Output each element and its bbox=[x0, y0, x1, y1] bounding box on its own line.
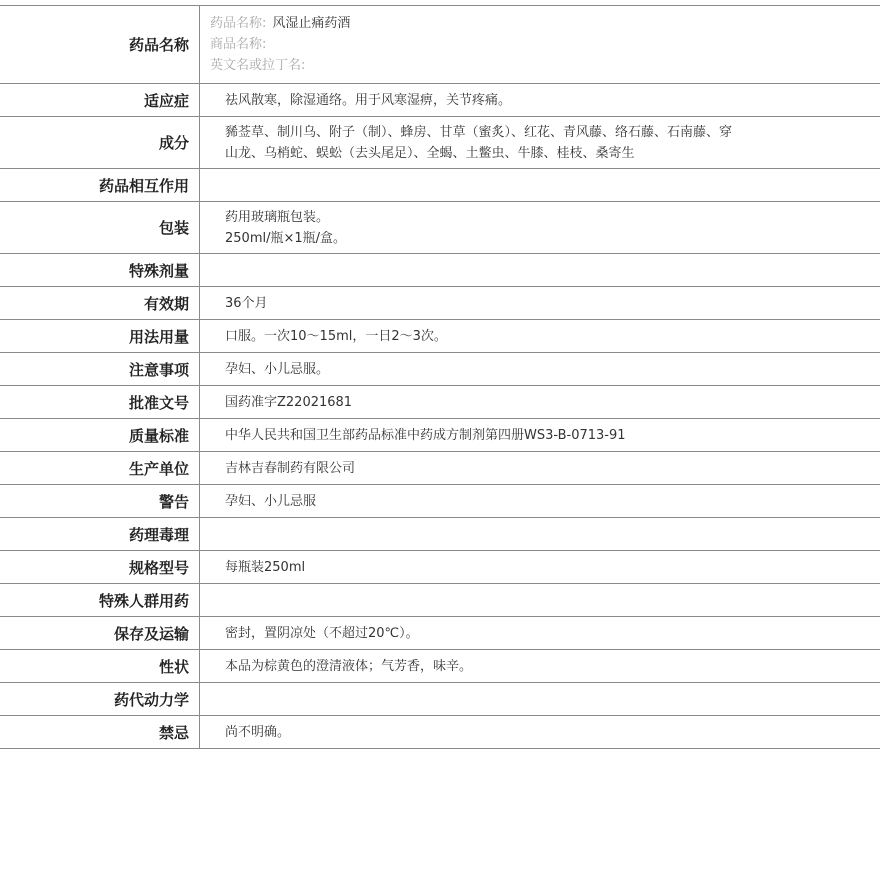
row-approval bbox=[0, 386, 880, 419]
row-label: 特殊人群用药 bbox=[0, 584, 200, 616]
row-pharmacokinetics bbox=[0, 683, 880, 716]
row-value bbox=[200, 254, 880, 286]
row-interactions bbox=[0, 169, 880, 202]
row-label: 药代动力学 bbox=[0, 683, 200, 715]
row-character bbox=[0, 650, 880, 683]
row-contraindications bbox=[0, 716, 880, 749]
row-value: 36个月 bbox=[225, 295, 268, 311]
latin-name-line bbox=[210, 55, 800, 76]
row-indications bbox=[0, 84, 880, 117]
row-packaging bbox=[0, 202, 880, 254]
row-warning bbox=[0, 485, 880, 518]
row-label: 特殊剂量 bbox=[0, 254, 200, 286]
row-value: 中华人民共和国卫生部药品标准中药成方制剂第四册WS3-B-0713-91 bbox=[225, 427, 626, 443]
row-ingredients bbox=[0, 117, 880, 169]
row-value: 吉林吉春制药有限公司 bbox=[225, 460, 356, 476]
row-value bbox=[200, 117, 880, 168]
row-label: 成分 bbox=[0, 117, 200, 168]
row-label: 质量标准 bbox=[0, 419, 200, 451]
row-value: 密封，置阴凉处（不超过20℃）。 bbox=[225, 625, 419, 641]
row-label: 注意事项 bbox=[0, 353, 200, 385]
row-label: 药品名称 bbox=[0, 6, 200, 83]
drug-name-value: 风湿止痛药酒 bbox=[272, 16, 351, 31]
row-standard bbox=[0, 419, 880, 452]
row-label: 适应症 bbox=[0, 84, 200, 116]
row-value: 孕妇、小儿忌服。 bbox=[225, 361, 330, 377]
row-label: 生产单位 bbox=[0, 452, 200, 484]
row-label: 药品相互作用 bbox=[0, 169, 200, 201]
row-value: 孕妇、小儿忌服 bbox=[225, 493, 317, 509]
trade-name-key: 商品名称: bbox=[210, 37, 267, 52]
row-usage bbox=[0, 320, 880, 353]
row-label: 有效期 bbox=[0, 287, 200, 319]
row-special-groups bbox=[0, 584, 880, 617]
row-value bbox=[200, 169, 880, 201]
row-value bbox=[200, 683, 880, 715]
row-value: 国药准字Z22021681 bbox=[225, 394, 353, 410]
ingredients-line-1: 豨莶草、制川乌、附子（制）、蜂房、甘草（蜜炙）、红花、青风藤、络石藤、石南藤、穿 bbox=[225, 124, 733, 140]
row-value: 本品为棕黄色的澄清液体；气芳香，味辛。 bbox=[225, 658, 473, 674]
row-value: 每瓶装250ml bbox=[225, 559, 306, 575]
row-shelf-life bbox=[0, 287, 880, 320]
row-value bbox=[200, 584, 880, 616]
row-pharmacology bbox=[0, 518, 880, 551]
row-value: 口服。一次10～15ml，一日2～3次。 bbox=[225, 328, 447, 344]
row-label: 包装 bbox=[0, 202, 200, 253]
packaging-line-2: 250ml/瓶×1瓶/盒。 bbox=[225, 230, 347, 246]
ingredients-line-2: 山龙、乌梢蛇、蜈蚣（去头尾足）、全蝎、土鳖虫、牛膝、桂枝、桑寄生 bbox=[225, 145, 635, 161]
row-value: 祛风散寒，除湿通络。用于风寒湿痹，关节疼痛。 bbox=[225, 92, 512, 108]
row-value bbox=[200, 202, 880, 253]
row-label: 警告 bbox=[0, 485, 200, 517]
packaging-line-1: 药用玻璃瓶包装。 bbox=[225, 209, 330, 225]
row-label: 用法用量 bbox=[0, 320, 200, 352]
row-value bbox=[200, 518, 880, 550]
drug-info-table bbox=[0, 5, 880, 749]
row-label: 药理毒理 bbox=[0, 518, 200, 550]
drug-name-line bbox=[210, 13, 800, 34]
trade-name-line bbox=[210, 34, 800, 55]
row-label: 性状 bbox=[0, 650, 200, 682]
row-manufacturer bbox=[0, 452, 880, 485]
row-specification bbox=[0, 551, 880, 584]
row-label: 批准文号 bbox=[0, 386, 200, 418]
row-value bbox=[200, 6, 880, 83]
row-label: 规格型号 bbox=[0, 551, 200, 583]
row-label: 禁忌 bbox=[0, 716, 200, 748]
row-label: 保存及运输 bbox=[0, 617, 200, 649]
row-value: 尚不明确。 bbox=[225, 724, 291, 740]
latin-name-key: 英文名或拉丁名: bbox=[210, 58, 306, 73]
row-storage bbox=[0, 617, 880, 650]
row-drug-names bbox=[0, 6, 880, 84]
drug-name-key: 药品名称: bbox=[210, 16, 267, 31]
row-special-dosage bbox=[0, 254, 880, 287]
row-precautions bbox=[0, 353, 880, 386]
